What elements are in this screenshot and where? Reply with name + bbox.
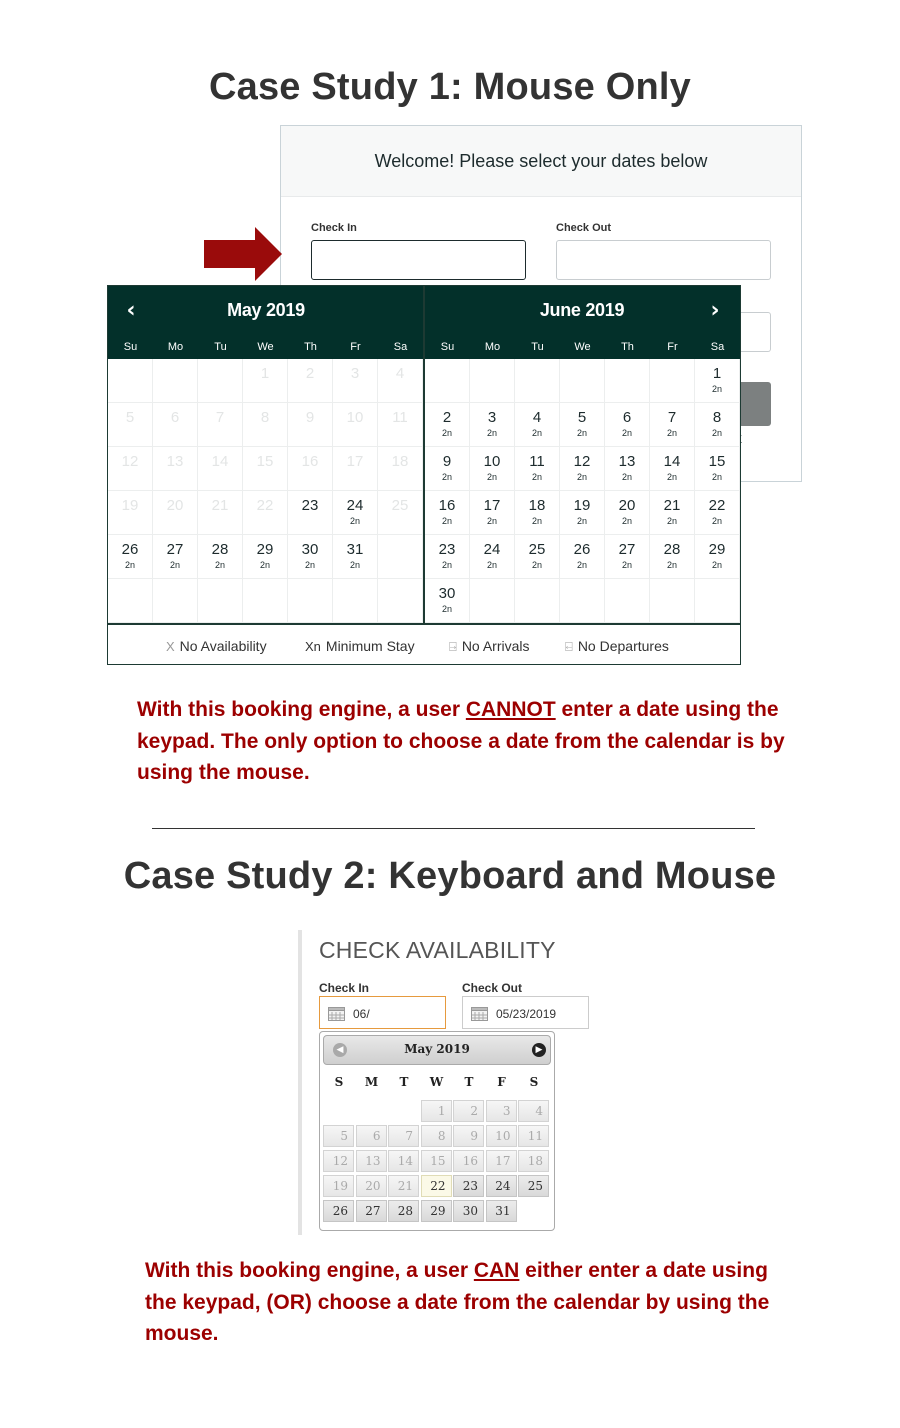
calendar-day	[108, 447, 153, 491]
day-number: 20	[618, 497, 636, 514]
calendar-day[interactable]	[470, 447, 515, 491]
min-stay-label: 2n	[486, 428, 497, 438]
day-number: 5	[577, 409, 587, 426]
calendar-day	[108, 403, 153, 447]
chevron-left-icon[interactable]: ‹	[126, 298, 136, 323]
day-number: 20	[166, 497, 184, 514]
day-number: 25	[528, 541, 546, 558]
day-number: 6	[622, 409, 632, 426]
empty-day-cell	[650, 579, 695, 623]
calendar-day[interactable]	[425, 535, 470, 579]
month-title-may: May 2019	[227, 300, 305, 320]
empty-day-cell	[560, 579, 605, 623]
circle-arrow-right-icon[interactable]: ▶	[532, 1043, 546, 1057]
legend-no-availability	[166, 638, 267, 654]
day-number: 29	[708, 541, 726, 558]
day-number: 29	[256, 541, 274, 558]
day-number: 1	[260, 365, 270, 382]
datepicker-day: 7	[388, 1125, 419, 1147]
calendar-day[interactable]	[288, 535, 333, 579]
x-icon: X	[166, 639, 175, 654]
datepicker-day: 12	[323, 1150, 354, 1172]
legend-no-departures	[565, 638, 669, 655]
day-number: 10	[346, 409, 364, 426]
day-number: 16	[301, 453, 319, 470]
day-number: 22	[256, 497, 274, 514]
note-text: enter a date using the keypad. The only option to choose a date from the calendar is by using the mouse.	[137, 698, 785, 784]
empty-day-cell	[425, 359, 470, 403]
empty-day-cell	[650, 359, 695, 403]
partially-hidden-field[interactable]	[736, 312, 771, 352]
calendar-icon[interactable]	[471, 1006, 488, 1021]
min-stay-label: 2n	[621, 560, 632, 570]
calendar-legend	[108, 623, 740, 665]
min-stay-label: 2n	[576, 560, 587, 570]
day-number: 27	[166, 541, 184, 558]
day-name: M	[364, 1075, 379, 1089]
day-number: 25	[391, 497, 409, 514]
empty-day-cell	[560, 359, 605, 403]
day-number: 3	[487, 409, 497, 426]
day-name: Th	[304, 341, 317, 353]
day-number: 26	[121, 541, 139, 558]
calendar-day[interactable]	[650, 491, 695, 535]
min-stay-label: 2n	[576, 428, 587, 438]
min-stay-label: 2n	[349, 516, 360, 526]
case-study-1-heading: Case Study 1: Mouse Only	[208, 66, 692, 108]
widget-left-border	[298, 930, 302, 1235]
day-number: 7	[667, 409, 677, 426]
legend-label: No Availability	[179, 638, 267, 654]
day-name: Sa	[710, 341, 725, 353]
calendar-day[interactable]	[695, 403, 740, 447]
datepicker-day[interactable]: 25	[518, 1175, 549, 1197]
check-in-label: Check In	[311, 222, 357, 234]
datepicker-day: 13	[356, 1150, 387, 1172]
calendar-day[interactable]	[650, 535, 695, 579]
legend-label: No Departures	[577, 638, 669, 654]
datepicker-day: 14	[388, 1150, 419, 1172]
day-name: Sa	[393, 341, 408, 353]
calendar-day[interactable]	[650, 447, 695, 491]
min-stay-label: 2n	[666, 560, 677, 570]
min-stay-label: 2n	[441, 560, 452, 570]
day-number: 2	[305, 365, 315, 382]
datepicker-day: 5	[323, 1125, 354, 1147]
calendar-day	[378, 403, 423, 447]
check-in-value[interactable]: 06/	[353, 1007, 370, 1021]
empty-day-cell	[470, 359, 515, 403]
check-in-field[interactable]	[311, 240, 526, 280]
day-number: 5	[125, 409, 135, 426]
day-number: 28	[211, 541, 229, 558]
calendar-icon[interactable]	[328, 1006, 345, 1021]
day-number: 16	[438, 497, 456, 514]
min-stay-label: 2n	[621, 516, 632, 526]
day-name: We	[257, 341, 274, 353]
check-out-value[interactable]: 05/23/2019	[496, 1007, 557, 1021]
empty-day-cell	[108, 579, 153, 623]
day-number: 21	[211, 497, 229, 514]
section-divider	[152, 828, 755, 829]
datepicker-popup	[319, 1031, 555, 1231]
day-number: 12	[573, 453, 591, 470]
empty-day-cell	[515, 579, 560, 623]
empty-day-cell	[695, 579, 740, 623]
empty-day-cell	[605, 579, 650, 623]
min-stay-label: 2n	[621, 428, 632, 438]
calendar-day	[333, 403, 378, 447]
min-stay-label: 2n	[441, 472, 452, 482]
calendar-day[interactable]	[650, 403, 695, 447]
datepicker-day[interactable]: 23	[453, 1175, 484, 1197]
min-stay-label: 2n	[531, 472, 542, 482]
calendar-day	[333, 447, 378, 491]
day-number: 8	[712, 409, 722, 426]
no-departures-icon: ⍇	[565, 639, 573, 654]
datepicker-day[interactable]: 28	[388, 1200, 419, 1222]
calendar-day[interactable]	[333, 535, 378, 579]
datepicker-month-title: May 2019	[404, 1042, 470, 1056]
min-stay-label: 2n	[666, 472, 677, 482]
datepicker-day: 16	[453, 1150, 484, 1172]
calendar-day[interactable]	[425, 491, 470, 535]
day-number: 17	[483, 497, 501, 514]
day-number: 11	[392, 409, 408, 426]
day-name: Fr	[350, 341, 361, 353]
min-stay-label: 2n	[711, 428, 722, 438]
empty-day-cell	[288, 579, 333, 623]
day-name: T	[399, 1075, 409, 1089]
calendar-day[interactable]	[605, 447, 650, 491]
empty-day-cell	[605, 359, 650, 403]
datepicker-day[interactable]: 22	[421, 1175, 452, 1197]
min-stay-label: 2n	[486, 516, 497, 526]
min-stay-icon: Xn	[305, 639, 321, 654]
day-number: 12	[121, 453, 139, 470]
day-number: 23	[301, 497, 319, 514]
calendar-day[interactable]	[333, 491, 378, 535]
empty-day-cell	[378, 535, 423, 579]
datepicker-day: 21	[388, 1175, 419, 1197]
legend-label: No Arrivals	[461, 638, 530, 654]
legend-minimum-stay	[305, 638, 415, 654]
calendar-day[interactable]	[695, 447, 740, 491]
calendar-day[interactable]	[695, 359, 740, 403]
calendar-day	[153, 403, 198, 447]
min-stay-label: 2n	[666, 516, 677, 526]
datepicker-day[interactable]: 31	[486, 1200, 517, 1222]
note-text: With this booking engine, a user	[137, 698, 466, 721]
check-availability-title: CHECK AVAILABILITY	[319, 937, 556, 963]
day-number: 22	[708, 497, 726, 514]
min-stay-label: 2n	[486, 472, 497, 482]
day-number: 13	[166, 453, 184, 470]
day-number: 9	[305, 409, 315, 426]
calendar-day	[378, 447, 423, 491]
min-stay-label: 2n	[531, 516, 542, 526]
day-number: 7	[215, 409, 225, 426]
day-name: Th	[621, 341, 634, 353]
min-stay-label: 2n	[214, 560, 225, 570]
day-number: 2	[442, 409, 452, 426]
min-stay-label: 2n	[576, 472, 587, 482]
calendar-day	[153, 491, 198, 535]
day-number: 8	[260, 409, 270, 426]
datepicker-day: 10	[486, 1125, 517, 1147]
empty-day-cell	[153, 579, 198, 623]
min-stay-label: 2n	[304, 560, 315, 570]
min-stay-label: 2n	[621, 472, 632, 482]
check-in-input[interactable]	[319, 996, 446, 1029]
check-out-input[interactable]	[462, 996, 589, 1029]
calendar-day[interactable]	[108, 535, 153, 579]
day-name: F	[497, 1075, 506, 1089]
day-number: 11	[529, 453, 545, 470]
empty-day-cell	[108, 359, 153, 403]
calendar-day[interactable]	[515, 403, 560, 447]
calendar-day	[333, 359, 378, 403]
check-out-label: Check Out	[462, 981, 523, 995]
booking-panel-header: Welcome! Please select your dates below	[281, 126, 801, 197]
calendar-day	[243, 491, 288, 535]
datepicker-day: 6	[356, 1125, 387, 1147]
check-out-field[interactable]	[556, 240, 771, 280]
min-stay-label: 2n	[441, 428, 452, 438]
min-stay-label: 2n	[486, 560, 497, 570]
day-number: 4	[532, 409, 542, 426]
day-number: 23	[438, 541, 456, 558]
month-divider	[423, 286, 425, 623]
day-number: 28	[663, 541, 681, 558]
calendar-day[interactable]	[515, 491, 560, 535]
red-arrow-icon	[204, 227, 282, 281]
day-name: Su	[123, 341, 138, 353]
empty-day-cell	[515, 359, 560, 403]
day-number: 19	[121, 497, 139, 514]
min-stay-label: 2n	[531, 560, 542, 570]
day-name: We	[574, 341, 591, 353]
day-number: 14	[211, 453, 229, 470]
calendar-day	[288, 359, 333, 403]
datepicker-day[interactable]: 30	[453, 1200, 484, 1222]
datepicker-day: 9	[453, 1125, 484, 1147]
datepicker-day[interactable]: 29	[421, 1200, 452, 1222]
legend-no-arrivals	[449, 638, 530, 655]
day-number: 3	[350, 365, 360, 382]
check-in-label: Check In	[319, 981, 370, 995]
calendar-day	[198, 403, 243, 447]
datepicker-day: 20	[356, 1175, 387, 1197]
calendar-day	[378, 359, 423, 403]
calendar-day	[288, 403, 333, 447]
calendar-day[interactable]	[470, 491, 515, 535]
day-name: W	[429, 1075, 444, 1089]
day-number: 15	[708, 453, 726, 470]
empty-day-cell	[378, 579, 423, 623]
day-number: 24	[346, 497, 364, 514]
month-title-june: June 2019	[539, 300, 625, 320]
datepicker-day: 2	[453, 1100, 484, 1122]
day-number: 18	[528, 497, 546, 514]
day-name: S	[529, 1075, 539, 1089]
calendar-day[interactable]	[605, 403, 650, 447]
no-arrivals-icon: ⍈	[449, 639, 457, 654]
calendar-day[interactable]	[560, 403, 605, 447]
calendar-day[interactable]	[515, 447, 560, 491]
note-emphasis: CAN	[473, 1259, 520, 1282]
calendar-day	[243, 447, 288, 491]
day-number: 21	[663, 497, 681, 514]
min-stay-label: 2n	[711, 560, 722, 570]
min-stay-label: 2n	[666, 428, 677, 438]
empty-day-cell	[153, 359, 198, 403]
min-stay-label: 2n	[124, 560, 135, 570]
day-number: 18	[391, 453, 409, 470]
calendar-day	[108, 491, 153, 535]
day-name: Mo	[484, 341, 501, 353]
day-name: S	[334, 1075, 344, 1089]
day-name: Tu	[214, 341, 227, 353]
day-number: 6	[170, 409, 180, 426]
datepicker-day[interactable]: 27	[356, 1200, 387, 1222]
datepicker-header	[323, 1035, 551, 1065]
calendar-day[interactable]	[470, 403, 515, 447]
day-number: 27	[618, 541, 636, 558]
day-name: Mo	[167, 341, 184, 353]
datepicker-day: 4	[518, 1100, 549, 1122]
empty-day-cell	[333, 579, 378, 623]
datepicker-day: 8	[421, 1125, 452, 1147]
min-stay-label: 2n	[711, 516, 722, 526]
min-stay-label: 2n	[711, 472, 722, 482]
day-number: 10	[483, 453, 501, 470]
note-text: either enter a date using the keypad, (OR) choose a date from the calendar by using the mouse.	[145, 1259, 770, 1345]
circle-arrow-left-icon[interactable]: ◀	[333, 1043, 347, 1057]
calendar-day[interactable]	[198, 535, 243, 579]
min-stay-label: 2n	[169, 560, 180, 570]
check-out-label: Check Out	[556, 222, 612, 234]
day-number: 26	[573, 541, 591, 558]
min-stay-label: 2n	[531, 428, 542, 438]
empty-day-cell	[470, 579, 515, 623]
min-stay-label: 2n	[349, 560, 360, 570]
chevron-right-icon[interactable]: ›	[710, 298, 720, 323]
case-study-2-heading: Case Study 2: Keyboard and Mouse	[123, 855, 777, 897]
datepicker-day: 17	[486, 1150, 517, 1172]
calendar-day[interactable]	[470, 535, 515, 579]
day-number: 19	[573, 497, 591, 514]
legend-label: Minimum Stay	[325, 638, 415, 654]
day-number: 15	[256, 453, 274, 470]
calendar-day[interactable]	[425, 579, 470, 623]
calendar-day[interactable]	[425, 403, 470, 447]
case-study-1-note	[137, 694, 787, 789]
datepicker-day: 15	[421, 1150, 452, 1172]
calendar-day	[288, 447, 333, 491]
day-number: 13	[618, 453, 636, 470]
partially-hidden-button[interactable]	[736, 382, 771, 426]
calendar-day	[243, 403, 288, 447]
calendar-day	[198, 447, 243, 491]
datepicker-day[interactable]: 26	[323, 1200, 354, 1222]
day-number: 1	[712, 365, 722, 382]
calendar-day[interactable]	[605, 491, 650, 535]
min-stay-label: 2n	[259, 560, 270, 570]
calendar-day[interactable]	[560, 535, 605, 579]
calendar-day	[153, 447, 198, 491]
calendar-day[interactable]	[425, 447, 470, 491]
min-stay-label: 2n	[441, 604, 452, 614]
calendar-day[interactable]	[243, 535, 288, 579]
day-name: Fr	[667, 341, 678, 353]
day-number: 17	[346, 453, 364, 470]
min-stay-label: 2n	[441, 516, 452, 526]
calendar-day[interactable]	[153, 535, 198, 579]
datepicker-day: 11	[518, 1125, 549, 1147]
day-name: T	[464, 1075, 474, 1089]
day-name: Su	[440, 341, 455, 353]
datepicker-day: 19	[323, 1175, 354, 1197]
calendar-day[interactable]	[605, 535, 650, 579]
calendar-day[interactable]	[695, 535, 740, 579]
empty-day-cell	[198, 579, 243, 623]
calendar-day[interactable]	[288, 491, 333, 535]
calendar-day[interactable]	[515, 535, 560, 579]
datepicker-day[interactable]: 24	[486, 1175, 517, 1197]
case-study-2-note	[145, 1255, 795, 1350]
min-stay-label: 2n	[576, 516, 587, 526]
calendar-day	[243, 359, 288, 403]
day-number: 30	[438, 585, 456, 602]
day-number: 14	[663, 453, 681, 470]
day-number: 31	[346, 541, 364, 558]
day-number: 4	[395, 365, 405, 382]
day-name: Tu	[531, 341, 544, 353]
calendar-day[interactable]	[560, 447, 605, 491]
note-emphasis: CANNOT	[465, 698, 556, 721]
min-stay-label: 2n	[711, 384, 722, 394]
calendar-day[interactable]	[560, 491, 605, 535]
day-number: 30	[301, 541, 319, 558]
datepicker-day: 1	[421, 1100, 452, 1122]
calendar-day	[378, 491, 423, 535]
day-number: 24	[483, 541, 501, 558]
datepicker-day: 3	[486, 1100, 517, 1122]
note-text: With this booking engine, a user	[145, 1259, 474, 1282]
day-number: 9	[442, 453, 452, 470]
calendar-day	[198, 491, 243, 535]
datepicker-day: 18	[518, 1150, 549, 1172]
empty-day-cell	[198, 359, 243, 403]
calendar-day[interactable]	[695, 491, 740, 535]
empty-day-cell	[243, 579, 288, 623]
date-picker-calendar	[107, 285, 741, 665]
